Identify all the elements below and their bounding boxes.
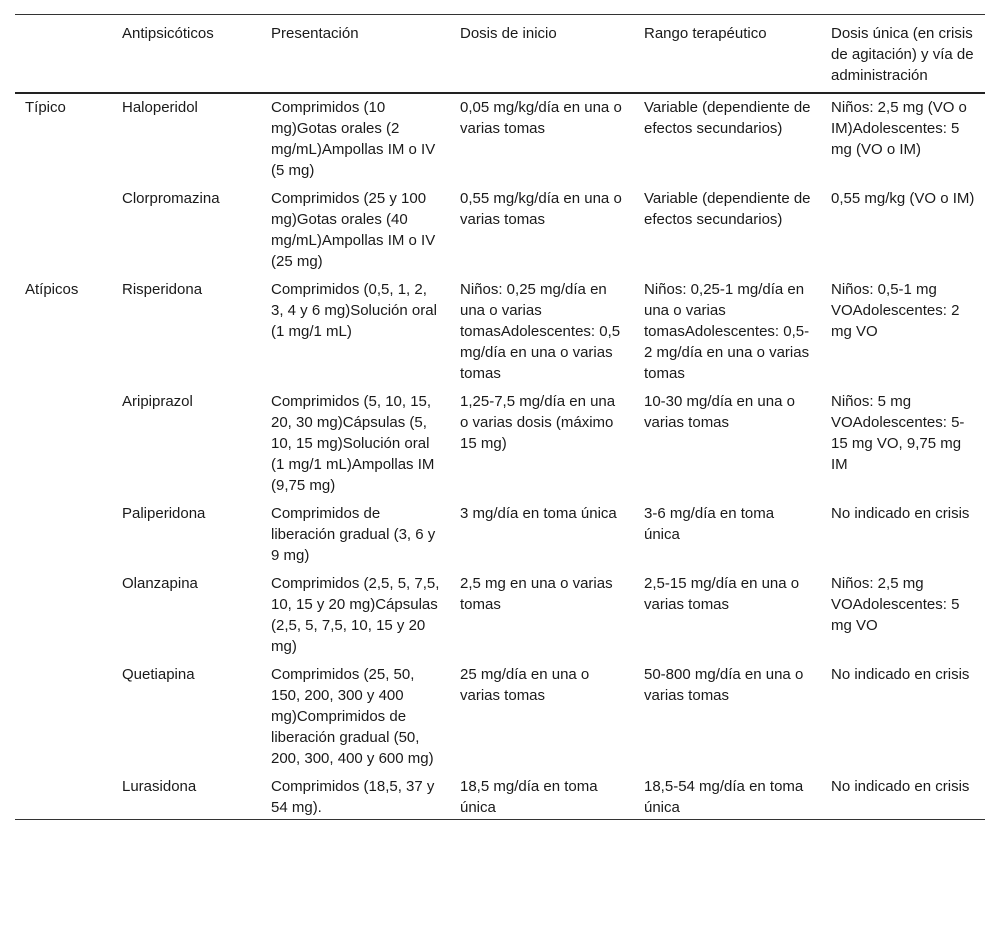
cell-single-dose: Niños: 5 mg VOAdolescentes: 5-15 mg VO, 9,75 mg IM [831,393,965,473]
cell-drug: Quetiapina [122,666,195,683]
cell-group [15,770,112,820]
header-row [15,15,985,94]
cell-presentation: Comprimidos (25, 50, 150, 200, 300 y 400 mg)Comprimidos de liberación gradual (50, 200, 300, 400 y 600 mg) [271,666,434,767]
cell-group [15,658,112,770]
cell-group: Atípicos [25,281,79,298]
cell-drug: Clorpromazina [122,190,220,207]
cell-group [15,182,112,273]
header-presentation: Presentación [271,25,359,42]
table-row [15,497,985,567]
cell-presentation: Comprimidos (5, 10, 15, 20, 30 mg)Cápsulas (5, 10, 15 mg)Solución oral (1 mg/1 mL)Ampollas IM (9,75 mg) [271,393,435,494]
cell-start-dose: 25 mg/día en una o varias tomas [460,666,590,704]
cell-single-dose: No indicado en crisis [831,505,970,522]
cell-range: 50-800 mg/día en una o varias tomas [644,666,804,704]
table-header [15,15,985,94]
cell-group [15,385,112,497]
cell-group [15,567,112,658]
cell-range: 2,5-15 mg/día en una o varias tomas [644,575,800,613]
cell-group [15,497,112,567]
cell-start-dose: 0,55 mg/kg/día en una o varias tomas [460,190,622,228]
cell-start-dose: 3 mg/día en toma única [460,505,617,522]
cell-presentation: Comprimidos (25 y 100 mg)Gotas orales (40 mg/mL)Ampollas IM o IV (25 mg) [271,190,436,270]
header-start-dose: Dosis de inicio [460,25,557,42]
cell-range: 3-6 mg/día en toma única [644,505,775,543]
header-group [15,15,112,94]
cell-single-dose: No indicado en crisis [831,778,970,795]
cell-range: 18,5-54 mg/día en toma única [644,778,804,816]
antipsychotics-table [15,14,985,820]
cell-drug: Haloperidol [122,99,198,116]
cell-drug: Lurasidona [122,778,197,795]
cell-start-dose: 18,5 mg/día en toma única [460,778,598,816]
cell-group: Típico [25,99,66,116]
table-row [15,385,985,497]
cell-single-dose: No indicado en crisis [831,666,970,683]
cell-presentation: Comprimidos (10 mg)Gotas orales (2 mg/mL)Ampollas IM o IV (5 mg) [271,99,436,179]
header-single-dose: Dosis única (en crisis de agitación) y vía de administración [831,25,974,84]
table-row [15,658,985,770]
cell-range: Niños: 0,25-1 mg/día en una o varias tomasAdolescentes: 0,5-2 mg/día en una o varias tomas [644,281,810,382]
cell-presentation: Comprimidos (0,5, 1, 2, 3, 4 y 6 mg)Solución oral (1 mg/1 mL) [271,281,437,340]
cell-single-dose: Niños: 0,5-1 mg VOAdolescentes: 2 mg VO [831,281,960,340]
cell-presentation: Comprimidos de liberación gradual (3, 6 y 9 mg) [271,505,436,564]
cell-start-dose: 2,5 mg en una o varias tomas [460,575,613,613]
cell-presentation: Comprimidos (2,5, 5, 7,5, 10, 15 y 20 mg)Cápsulas (2,5, 5, 7,5, 10, 15 y 20 mg) [271,575,440,655]
header-antipsychotics: Antipsicóticos [122,25,214,42]
cell-range: Variable (dependiente de efectos secundarios) [644,190,811,228]
cell-drug: Aripiprazol [122,393,193,410]
cell-single-dose: 0,55 mg/kg (VO o IM) [831,190,975,207]
cell-drug: Risperidona [122,281,203,298]
cell-start-dose: Niños: 0,25 mg/día en una o varias tomasAdolescentes: 0,5 mg/día en una o varias tomas [460,281,621,382]
table-body [15,93,985,820]
header-therapeutic-range: Rango terapéutico [644,25,767,42]
cell-range: Variable (dependiente de efectos secundarios) [644,99,811,137]
antipsychotics-table-container [15,14,985,820]
table-row [15,567,985,658]
cell-single-dose: Niños: 2,5 mg (VO o IM)Adolescentes: 5 mg (VO o IM) [831,99,967,158]
table-row [15,182,985,273]
cell-drug: Olanzapina [122,575,198,592]
cell-start-dose: 1,25-7,5 mg/día en una o varias dosis (máximo 15 mg) [460,393,616,452]
table-row [15,770,985,820]
table-row [15,273,985,385]
cell-single-dose: Niños: 2,5 mg VOAdolescentes: 5 mg VO [831,575,960,634]
cell-presentation: Comprimidos (18,5, 37 y 54 mg). [271,778,435,816]
table-row [15,93,985,182]
cell-start-dose: 0,05 mg/kg/día en una o varias tomas [460,99,622,137]
cell-range: 10-30 mg/día en una o varias tomas [644,393,795,431]
cell-drug: Paliperidona [122,505,206,522]
